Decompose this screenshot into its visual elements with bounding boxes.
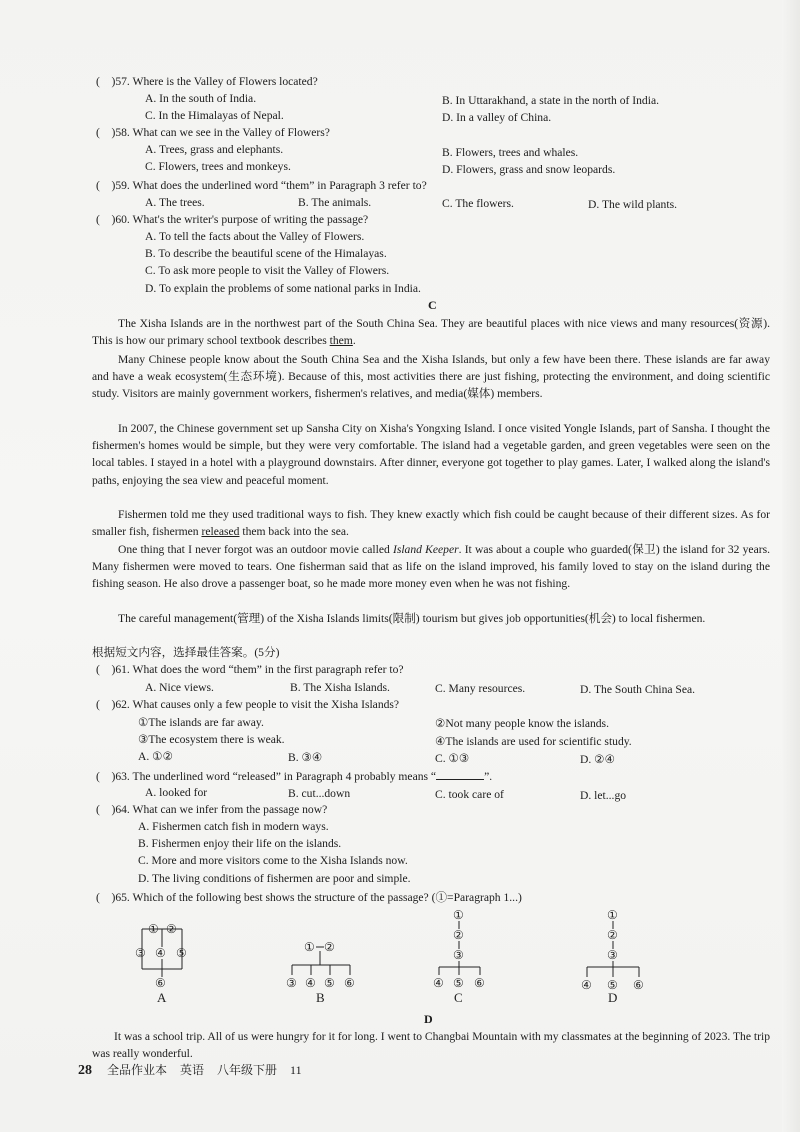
diag-b-label: B <box>316 990 325 1005</box>
q60-option-c: C. To ask more people to visit the Valley of Flowers. <box>145 264 390 277</box>
q62-statement-1: ①The islands are far away. <box>138 716 264 729</box>
diag-b-mark-4: ④ <box>305 976 316 990</box>
scan-edge <box>782 0 800 1132</box>
q62-statement-4: ④The islands are used for scientific study. <box>435 735 632 748</box>
diag-c-mark-2: ② <box>453 928 464 942</box>
diag-a-mark-1: ① <box>148 922 159 936</box>
diag-d-mark-2: ② <box>607 928 618 942</box>
q61-option-a: A. Nice views. <box>145 681 214 694</box>
diag-d-mark-6: ⑥ <box>633 978 644 992</box>
diag-a-mark-2: ② <box>166 922 177 936</box>
q62-option-d: D. ②④ <box>580 753 615 766</box>
diag-d-mark-3: ③ <box>607 948 618 962</box>
footer-page-badge: 28 <box>78 1063 92 1078</box>
diag-c-mark-4: ④ <box>433 976 444 990</box>
q63-stem-text: ( )63. The underlined word “released” in Paragraph 4 probably means “ <box>96 770 437 783</box>
diagram-d <box>581 908 644 1005</box>
q61-option-c: C. Many resources. <box>435 682 526 695</box>
diag-d-mark-5: ⑤ <box>607 978 618 992</box>
diag-d-mark-4: ④ <box>581 978 592 992</box>
q62-option-a: A. ①② <box>138 750 173 763</box>
q64-stem: ( )64. What can we infer from the passage now? <box>96 803 328 816</box>
q59-option-a: A. The trees. <box>145 196 205 209</box>
q61-option-b: B. The Xisha Islands. <box>290 681 390 694</box>
q63-option-a: A. looked for <box>145 786 208 799</box>
q62-option-b: B. ③④ <box>288 751 323 764</box>
passage-c-paragraph-3 <box>92 420 770 489</box>
q58-option-c: C. Flowers, trees and monkeys. <box>145 160 291 173</box>
diag-b-mark-1: ① <box>304 940 315 954</box>
q58-option-d: D. Flowers, grass and snow leopards. <box>442 163 616 176</box>
q62-stem: ( )62. What causes only a few people to visit the Xisha Islands? <box>96 698 400 711</box>
q63-option-b: B. cut...down <box>288 787 351 800</box>
q60-stem: ( )60. What's the writer's purpose of writing the passage? <box>96 213 369 226</box>
q62-option-c: C. ①③ <box>435 752 470 765</box>
p5-text-b: . It was about a couple who guarded(保卫) the island for 32 years. Many fishermen were moved to tears. One fisherman said that as life on the island improved, his family loved to stay on the island during the fishing season. He also drove a passenger boat, so he made more money even when he was not fishing. <box>92 543 770 591</box>
p4-text-b: them back into the sea. <box>239 525 349 539</box>
q62-statement-2: ②Not many people know the islands. <box>435 717 609 730</box>
footer-subject: 英语 <box>180 1063 205 1077</box>
diag-b-mark-2: ② <box>324 940 335 954</box>
q61-option-d: D. The South China Sea. <box>580 683 696 696</box>
p4-underlined-word: released <box>201 525 240 539</box>
diag-a-mark-3: ③ <box>135 946 146 960</box>
p4-text-a: Fishermen told me they used traditional ways to fish. They knew exactly which fish could be caught because of their different sizes. As for smaller fish, fishermen <box>92 508 770 539</box>
q61-stem: ( )61. What does the word “them” in the first paragraph refer to? <box>96 663 404 676</box>
passage-c-paragraph-1 <box>92 315 770 349</box>
p5-text-a: One thing that I never forgot was an outdoor movie called <box>118 543 393 556</box>
diag-b-mark-6: ⑥ <box>344 976 355 990</box>
passage-c-paragraph-6 <box>92 610 770 627</box>
q59-option-d: D. The wild plants. <box>588 198 677 211</box>
footer-grade: 八年级下册 <box>217 1063 278 1077</box>
p6-text: The careful management(管理) of the Xisha Islands limits(限制) tourism but gives job opportunities(机会) to local fishermen. <box>118 612 706 625</box>
q58-option-b: B. Flowers, trees and whales. <box>442 146 579 159</box>
q57-option-b: B. In Uttarakhand, a state in the north of India. <box>442 94 659 107</box>
q60-option-a: A. To tell the facts about the Valley of Flowers. <box>145 230 365 243</box>
diag-a-mark-6: ⑥ <box>155 976 166 990</box>
q59-stem: ( )59. What does the underlined word “them” in Paragraph 3 refer to? <box>96 179 427 192</box>
section-c-heading: C <box>428 298 437 312</box>
q57-option-c: C. In the Himalayas of Nepal. <box>145 109 284 122</box>
p1-text-b: . <box>352 334 356 348</box>
q58-stem: ( )58. What can we see in the Valley of Flowers? <box>96 126 330 139</box>
q60-option-d: D. To explain the problems of some national parks in India. <box>145 282 421 295</box>
q65-stem: ( )65. Which of the following best shows the structure of the passage? (①=Paragraph 1...) <box>96 891 522 904</box>
q63-option-c: C. took care of <box>435 788 504 801</box>
q64-option-c: C. More and more visitors come to the Xisha Islands now. <box>138 854 408 867</box>
passage-d-text: It was a school trip. All of us were hungry for it for long. I went to Changbai Mountain with my classmates at the beginning of 2023. The trip was really wonderful. <box>92 1030 770 1061</box>
diag-d-label: D <box>608 990 618 1005</box>
diag-c-mark-5: ⑤ <box>453 976 464 990</box>
passage-c-paragraph-4 <box>92 506 770 540</box>
passage-c-paragraph-5 <box>92 541 770 593</box>
q57-option-a: A. In the south of India. <box>145 92 257 105</box>
footer-book: 全品作业本 <box>107 1063 168 1077</box>
q59-option-c: C. The flowers. <box>442 197 514 210</box>
q60-option-b: B. To describe the beautiful scene of the Himalayas. <box>145 247 387 260</box>
q57-stem: ( )57. Where is the Valley of Flowers located? <box>96 75 318 88</box>
instruction: 根据短文内容，选择最佳答案。(5分) <box>92 646 280 659</box>
diag-c-mark-1: ① <box>453 908 464 922</box>
q65-structure-diagrams <box>120 905 660 1005</box>
q63-answer-blank <box>436 768 484 780</box>
q64-option-b: B. Fishermen enjoy their life on the islands. <box>138 837 342 850</box>
passage-c-paragraph-2 <box>92 351 770 403</box>
diag-a-mark-4: ④ <box>155 946 166 960</box>
p1-text-a: The Xisha Islands are in the northwest part of the South China Sea. They are beautiful places with nice views and many resources(资源). This is how our primary school textbook describes <box>92 317 770 348</box>
section-d-heading: D <box>424 1012 433 1026</box>
q57-option-d: D. In a valley of China. <box>442 111 552 124</box>
q63-stem <box>96 768 492 785</box>
q64-option-a: A. Fishermen catch fish in modern ways. <box>138 820 329 833</box>
p1-underlined-word: them <box>329 334 353 348</box>
diag-a-label: A <box>157 990 167 1005</box>
q63-option-d: D. let...go <box>580 789 627 802</box>
p5-movie-title: Island Keeper <box>392 543 459 556</box>
diag-b-mark-3: ③ <box>286 976 297 990</box>
q59-option-b: B. The animals. <box>298 196 372 209</box>
q58-option-a: A. Trees, grass and elephants. <box>145 143 284 156</box>
footer-page-number: 11 <box>290 1063 302 1077</box>
diag-c-label: C <box>454 990 463 1005</box>
diag-a-mark-5: ⑤ <box>176 946 187 960</box>
diag-c-mark-6: ⑥ <box>474 976 485 990</box>
diag-b-mark-5: ⑤ <box>324 976 335 990</box>
diagram-b <box>286 940 355 1005</box>
passage-d-paragraph-1 <box>92 1028 770 1062</box>
p3-text: In 2007, the Chinese government set up Sansha City on Xisha's Yongxing Island. I once visited Yongle Islands, part of Sansha. I thought the fishermen's homes would be simple, but they were very comfortable. The island had a vegetable garden, and green vegetables were seen on the local tables. I stayed in a hotel with a playground downstairs. After dinner, everyone got together to play games. Later, I walked along the island's paths, enjoying the sea view and peaceful moment. <box>92 422 770 487</box>
diagram-a <box>135 922 187 1005</box>
diag-c-mark-3: ③ <box>453 948 464 962</box>
page-footer <box>78 1061 312 1079</box>
q62-statement-3: ③The ecosystem there is weak. <box>138 733 285 746</box>
p2-text: Many Chinese people know about the South China Sea and the Xisha Islands, but only a few have been there. These islands are far away and have a weak ecosystem(生态环境). Because of this, most activities there are just fishing, protecting the environment, and doing scientific study. Visitors are mainly government workers, fishermen's relatives, and media(媒体) members. <box>92 353 770 401</box>
q64-option-d: D. The living conditions of fishermen are poor and simple. <box>138 872 411 885</box>
diagram-c <box>433 908 485 1005</box>
diag-d-mark-1: ① <box>607 908 618 922</box>
q63-stem-end: ”. <box>484 770 493 783</box>
